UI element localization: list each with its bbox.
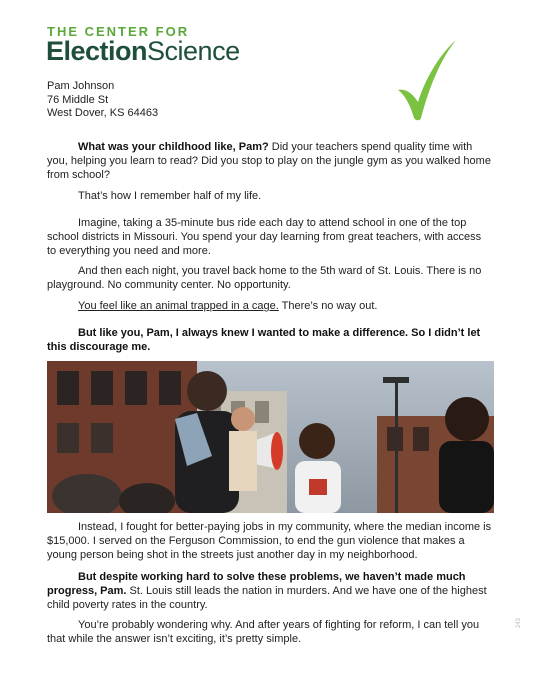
paragraph-cage-rest: There’s no way out. [278, 300, 378, 312]
paragraph-difference-bold: But like you, Pam, I always knew I wanted to make a difference. So I didn’t let this discourage me. [47, 327, 481, 353]
rally-photo-illustration [47, 361, 494, 513]
recipient-address [47, 80, 158, 121]
paragraph-5th-ward: And then each night, you travel back home to the 5th ward of St. Louis. There is no playground. No community center. No opportunity. [47, 265, 482, 291]
recipient-name: Pam Johnson [47, 80, 115, 92]
logo-light-part: Science [147, 36, 240, 66]
paragraph-wondering: You’re probably wondering why. And after years of fighting for reform, I can tell you that while the answer isn’t exciting, it’s pretty simple. [47, 619, 480, 645]
checkmark-icon [396, 38, 458, 122]
logo-wordmark [46, 36, 240, 67]
paragraph-cage [47, 299, 493, 313]
paragraph-cage-underlined: You feel like an animal trapped in a cage. [78, 300, 279, 312]
page-number: 243 [516, 617, 522, 628]
paragraph-imagine: Imagine, taking a 35-minute bus ride each day to attend school in one of the top school districts in Missouri. You spend your day learning from great teachers, with access to everything you need and more. [47, 217, 482, 257]
paragraph-fought: Instead, I fought for better-paying jobs in my community, where the median income is $15,000. I served on the Ferguson Commission, to end the gun violence that makes a young person being shot in the streets just another day in my neighborhood. [47, 521, 492, 561]
rally-photo [47, 361, 494, 513]
paragraph-difference [47, 326, 493, 354]
paragraph-progress [47, 570, 493, 612]
recipient-city: West Dover, KS 64463 [47, 107, 159, 119]
paragraph-childhood [47, 140, 493, 182]
paragraph-progress-body: St. Louis still leads the nation in murders. And we have one of the highest child poverty rates in the country. [47, 585, 487, 611]
logo-tagline: THE CENTER FOR [47, 24, 190, 39]
paragraph-childhood-lead: What was your childhood like, Pam? [78, 141, 269, 153]
logo-bold-part: Election [46, 36, 148, 66]
paragraph-remember: That’s how I remember half of my life. [78, 190, 262, 202]
paragraph-progress-bold: But despite working hard to solve these problems, we haven’t made much progress, Pam. [47, 571, 466, 597]
recipient-street: 76 Middle St [47, 93, 109, 106]
paragraph-childhood-body: Did your teachers spend quality time with you, helping you learn to read? Did you stop to play on the jungle gym as you walked home from school? [47, 141, 491, 181]
